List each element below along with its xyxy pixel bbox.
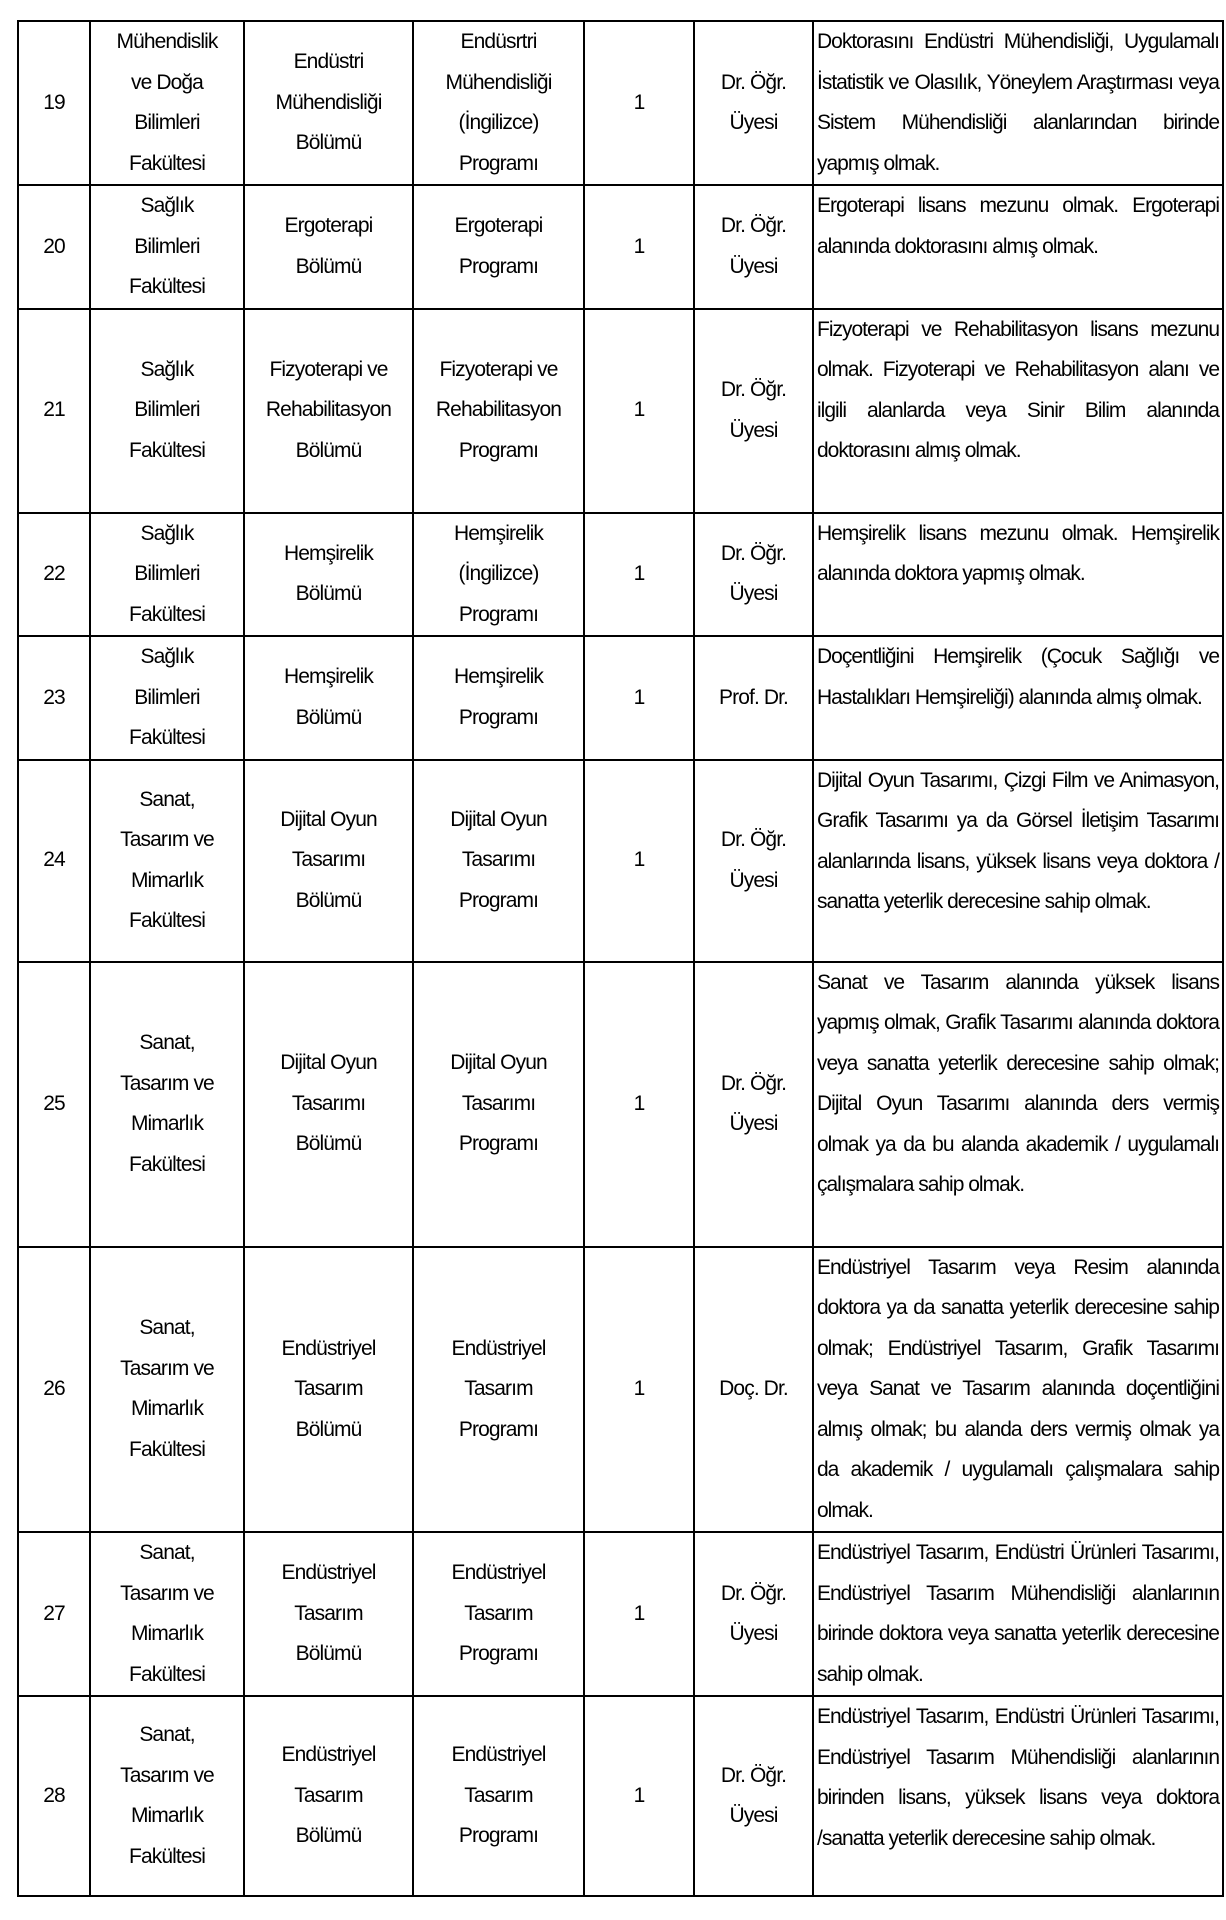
- department-cell: Hemşirelik Bölümü: [244, 513, 413, 637]
- academic-title: Dr. Öğr. Üyesi: [694, 309, 813, 513]
- requirement-cell: Endüstriyel Tasarım, Endüstri Ürünleri Tasarımı, Endüstriyel Tasarım Mühendisliği alanlarının birinden lisans, yüksek lisans veya doktora /sanatta yeterlik derecesine sahip olmak.: [813, 1696, 1223, 1896]
- faculty-cell: Sağlık Bilimleri Fakültesi: [90, 513, 244, 637]
- table-row: [18, 962, 1223, 1247]
- department-cell: Ergoterapi Bölümü: [244, 185, 413, 309]
- department-cell: Endüstriyel Tasarım Bölümü: [244, 1696, 413, 1896]
- position-count: 1: [584, 1247, 694, 1533]
- position-count: 1: [584, 1696, 694, 1896]
- table-row: [18, 309, 1223, 513]
- position-count: 1: [584, 1532, 694, 1696]
- position-count: 1: [584, 309, 694, 513]
- academic-title: Dr. Öğr. Üyesi: [694, 1696, 813, 1896]
- row-number: 26: [18, 1247, 90, 1533]
- program-cell: Endüstriyel Tasarım Programı: [413, 1532, 584, 1696]
- row-number: 25: [18, 962, 90, 1247]
- requirement-cell: Doktorasını Endüstri Mühendisliği, Uygulamalı İstatistik ve Olasılık, Yöneylem Araştırması veya Sistem Mühendisliği alanlarından birinde yapmış olmak.: [813, 21, 1223, 185]
- table-row: [18, 513, 1223, 637]
- table-row: [18, 760, 1223, 962]
- academic-title: Prof. Dr.: [694, 636, 813, 760]
- department-cell: Endüstriyel Tasarım Bölümü: [244, 1247, 413, 1533]
- program-cell: Endüstriyel Tasarım Programı: [413, 1696, 584, 1896]
- department-cell: Fizyoterapi ve Rehabilitasyon Bölümü: [244, 309, 413, 513]
- row-number: 20: [18, 185, 90, 309]
- faculty-cell: Sağlık Bilimleri Fakültesi: [90, 185, 244, 309]
- position-count: 1: [584, 185, 694, 309]
- faculty-cell: Sanat, Tasarım ve Mimarlık Fakültesi: [90, 1696, 244, 1896]
- program-cell: Dijital Oyun Tasarımı Programı: [413, 962, 584, 1247]
- requirement-cell: Sanat ve Tasarım alanında yüksek lisans yapmış olmak, Grafik Tasarımı alanında doktora veya sanatta yeterlik derecesine sahip olmak; Dijital Oyun Tasarımı alanında ders vermiş olmak ya da bu alanda akademik / uygulamalı çalışmalara sahip olmak.: [813, 962, 1223, 1247]
- requirement-cell: Fizyoterapi ve Rehabilitasyon lisans mezunu olmak. Fizyoterapi ve Rehabilitasyon alanı ve ilgili alanlarda veya Sinir Bilim alanında doktorasını almış olmak.: [813, 309, 1223, 513]
- row-number: 22: [18, 513, 90, 637]
- position-count: 1: [584, 636, 694, 760]
- program-cell: Dijital Oyun Tasarımı Programı: [413, 760, 584, 962]
- requirement-cell: Ergoterapi lisans mezunu olmak. Ergoterapi alanında doktorasını almış olmak.: [813, 185, 1223, 309]
- table-row: [18, 1696, 1223, 1896]
- faculty-cell: Sanat, Tasarım ve Mimarlık Fakültesi: [90, 1247, 244, 1533]
- requirement-cell: Dijital Oyun Tasarımı, Çizgi Film ve Animasyon, Grafik Tasarımı ya da Görsel İletişim Tasarımı alanlarında lisans, yüksek lisans veya doktora / sanatta yeterlik derecesine sahip olmak.: [813, 760, 1223, 962]
- table-row: [18, 21, 1223, 185]
- program-cell: Endüsrtri Mühendisliği (İngilizce) Programı: [413, 21, 584, 185]
- program-cell: Hemşirelik (İngilizce) Programı: [413, 513, 584, 637]
- department-cell: Endüstri Mühendisliği Bölümü: [244, 21, 413, 185]
- table-row: [18, 636, 1223, 760]
- program-cell: Fizyoterapi ve Rehabilitasyon Programı: [413, 309, 584, 513]
- table-row: [18, 1247, 1223, 1533]
- requirement-cell: Endüstriyel Tasarım, Endüstri Ürünleri Tasarımı, Endüstriyel Tasarım Mühendisliği alanlarının birinde doktora veya sanatta yeterlik derecesine sahip olmak.: [813, 1532, 1223, 1696]
- department-cell: Endüstriyel Tasarım Bölümü: [244, 1532, 413, 1696]
- faculty-cell: Sağlık Bilimleri Fakültesi: [90, 309, 244, 513]
- program-cell: Endüstriyel Tasarım Programı: [413, 1247, 584, 1533]
- position-count: 1: [584, 760, 694, 962]
- table-row: [18, 185, 1223, 309]
- faculty-cell: Sanat, Tasarım ve Mimarlık Fakültesi: [90, 760, 244, 962]
- program-cell: Ergoterapi Programı: [413, 185, 584, 309]
- position-count: 1: [584, 962, 694, 1247]
- requirement-cell: Hemşirelik lisans mezunu olmak. Hemşirelik alanında doktora yapmış olmak.: [813, 513, 1223, 637]
- academic-title: Dr. Öğr. Üyesi: [694, 1532, 813, 1696]
- position-count: 1: [584, 513, 694, 637]
- faculty-cell: Sanat, Tasarım ve Mimarlık Fakültesi: [90, 962, 244, 1247]
- academic-title: Dr. Öğr. Üyesi: [694, 513, 813, 637]
- faculty-cell: Mühendislik ve Doğa Bilimleri Fakültesi: [90, 21, 244, 185]
- academic-title: Dr. Öğr. Üyesi: [694, 962, 813, 1247]
- row-number: 19: [18, 21, 90, 185]
- row-number: 23: [18, 636, 90, 760]
- faculty-cell: Sağlık Bilimleri Fakültesi: [90, 636, 244, 760]
- academic-title: Doç. Dr.: [694, 1247, 813, 1533]
- row-number: 27: [18, 1532, 90, 1696]
- academic-title: Dr. Öğr. Üyesi: [694, 760, 813, 962]
- row-number: 24: [18, 760, 90, 962]
- department-cell: Dijital Oyun Tasarımı Bölümü: [244, 962, 413, 1247]
- academic-title: Dr. Öğr. Üyesi: [694, 21, 813, 185]
- faculty-cell: Sanat, Tasarım ve Mimarlık Fakültesi: [90, 1532, 244, 1696]
- requirement-cell: Doçentliğini Hemşirelik (Çocuk Sağlığı ve Hastalıkları Hemşireliği) alanında almış olmak.: [813, 636, 1223, 760]
- requirement-cell: Endüstriyel Tasarım veya Resim alanında doktora ya da sanatta yeterlik derecesine sahip olmak; Endüstriyel Tasarım, Grafik Tasarımı veya Sanat ve Tasarım alanında doçentliğini almış olmak; bu alanda ders vermiş olmak ya da akademik / uygulamalı çalışmalara sahip olmak.: [813, 1247, 1223, 1533]
- department-cell: Hemşirelik Bölümü: [244, 636, 413, 760]
- row-number: 28: [18, 1696, 90, 1896]
- department-cell: Dijital Oyun Tasarımı Bölümü: [244, 760, 413, 962]
- program-cell: Hemşirelik Programı: [413, 636, 584, 760]
- row-number: 21: [18, 309, 90, 513]
- position-count: 1: [584, 21, 694, 185]
- table-row: [18, 1532, 1223, 1696]
- positions-table: [17, 20, 1224, 1897]
- academic-title: Dr. Öğr. Üyesi: [694, 185, 813, 309]
